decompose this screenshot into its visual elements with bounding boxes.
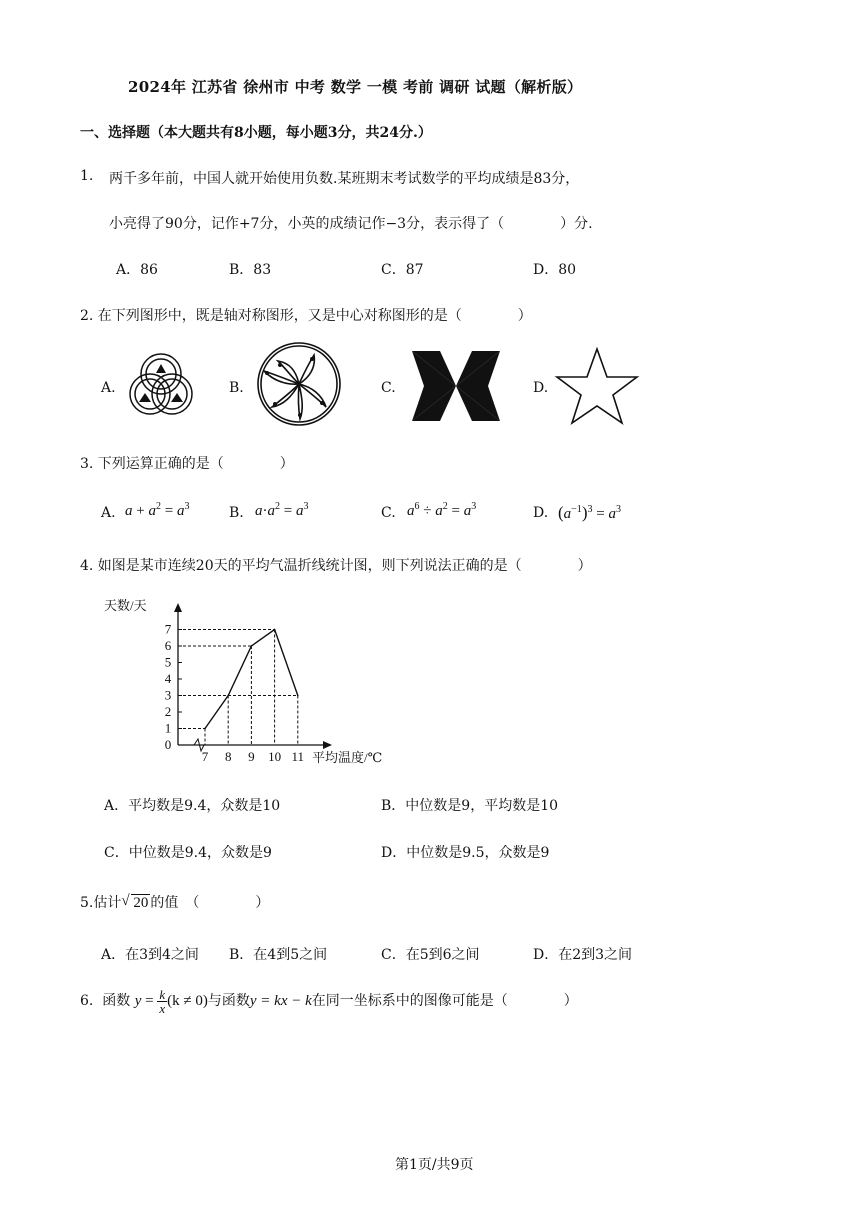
x-axis-label: 平均温度/℃ [312,750,383,765]
question-1-line-2: 小亮得了90分，记作+7分，小英的成绩记作−3分，表示得了（ ）分. [109,216,593,232]
question-5-option-c[interactable]: C．在5到6之间 [381,947,480,963]
page-title: 2024年 江苏省 徐州市 中考 数学 一模 考前 调研 试题（解析版） [128,78,583,96]
question-2-label-a[interactable]: A. [101,380,116,396]
y-tick-label: 2 [164,704,172,719]
figure-d-star-icon[interactable] [554,346,640,426]
question-1-option-b[interactable]: B．83 [229,262,272,278]
question-6-part-2: 与函数 [207,992,250,1009]
question-3-label-b[interactable]: B. [229,505,244,521]
data-point [251,645,253,647]
x-tick-label: 8 [224,749,232,764]
x-tick-label: 7 [201,749,209,764]
x-axis-arrow-icon [323,741,332,749]
y-tick-label: 1 [164,720,172,736]
question-6-function-2: y = kx − k [249,992,312,1009]
figure-c-rhombus-cross-icon[interactable] [410,347,502,425]
section-heading: 一、选择题（本大题共有8小题，每小题3分，共24分.） [80,125,432,141]
question-5-suffix: 的值 （ ） [150,895,270,911]
question-6-part-3: 在同一坐标系中的图像可能是（ ） [311,992,578,1009]
question-6-number: 6. [80,992,94,1009]
data-point [297,695,299,697]
question-4-option-d[interactable]: D．中位数是9.5，众数是9 [381,845,550,861]
y-tick-label: 4 [164,671,172,686]
question-5-option-b[interactable]: B．在4到5之间 [229,947,328,963]
radicand: 20 [133,895,149,911]
y-tick-label: 5 [164,654,172,670]
y-tick-label: 3 [164,687,172,703]
data-point [274,629,276,631]
x-tick-label: 9 [248,749,255,764]
question-1-number: 1. [80,168,94,184]
y-tick-label: 7 [164,621,172,637]
question-6-part-1: 函数 [102,992,131,1009]
question-4-option-a[interactable]: A．平均数是9.4，众数是10 [104,798,281,814]
question-3-expression-b: $a\cdot a^2 = a^3$ [255,501,309,519]
question-3-label-c[interactable]: C. [381,505,396,521]
data-point [227,695,229,697]
question-1-option-c[interactable]: C．87 [381,262,424,278]
question-3-expression-a: $a + a^2 = a^3$ [125,501,190,519]
question-2-label-b[interactable]: B. [229,380,244,396]
question-1-option-d[interactable]: D．80 [533,262,577,278]
question-2-text: 2. 在下列图形中，既是轴对称图形，又是中心对称图形的是（ ） [80,308,532,324]
figure-a-triquetra-icon[interactable] [122,348,200,424]
figure-b-pinwheel-icon[interactable] [252,341,346,427]
page-footer: 第1页/共9页 [395,1157,474,1173]
question-1-option-a[interactable]: A．86 [116,262,158,278]
y-tick-label: 6 [164,638,172,653]
question-3-expression-c: $a^6 \div a^2 = a^3$ [407,501,477,519]
y-axis-arrow-icon [174,603,182,612]
question-3-label-a[interactable]: A. [101,505,116,521]
data-point [204,728,206,730]
question-6-function-1: y = $\frac{k}{x}$ (k ≠ 0) [134,987,208,1016]
temperature-line-chart [100,596,420,774]
x-tick-label: 11 [291,749,305,764]
question-5-option-a[interactable]: A．在3到4之间 [101,947,199,963]
question-2-label-c[interactable]: C. [381,380,396,396]
radical-icon: √ [121,893,130,909]
sqrt-expression [121,895,150,912]
question-1-line-1: 两千多年前，中国人就开始使用负数.某班期末考试数学的平均成绩是83分， [109,171,580,187]
y-axis-label: 天数/天 [104,598,147,613]
question-3-text: 3. 下列运算正确的是（ ） [80,456,294,472]
question-4-option-b[interactable]: B．中位数是9，平均数是10 [381,798,559,814]
question-2-label-d[interactable]: D. [533,380,549,396]
y-tick-label: 0 [164,737,172,752]
question-5-prefix: 5.估计 [80,895,122,911]
question-5-option-d[interactable]: D．在2到3之间 [533,947,633,963]
question-5-text [80,892,269,912]
question-3-label-d[interactable]: D. [533,505,549,521]
question-4-text: 4. 如图是某市连续20天的平均气温折线统计图，则下列说法正确的是（ ） [80,558,592,574]
x-tick-label: 10 [268,749,282,764]
question-4-option-c[interactable]: C．中位数是9.4，众数是9 [104,845,272,861]
question-3-expression-d: $(a^{-1})^3 = a^3$ [558,503,621,522]
question-6-text [80,988,578,1015]
